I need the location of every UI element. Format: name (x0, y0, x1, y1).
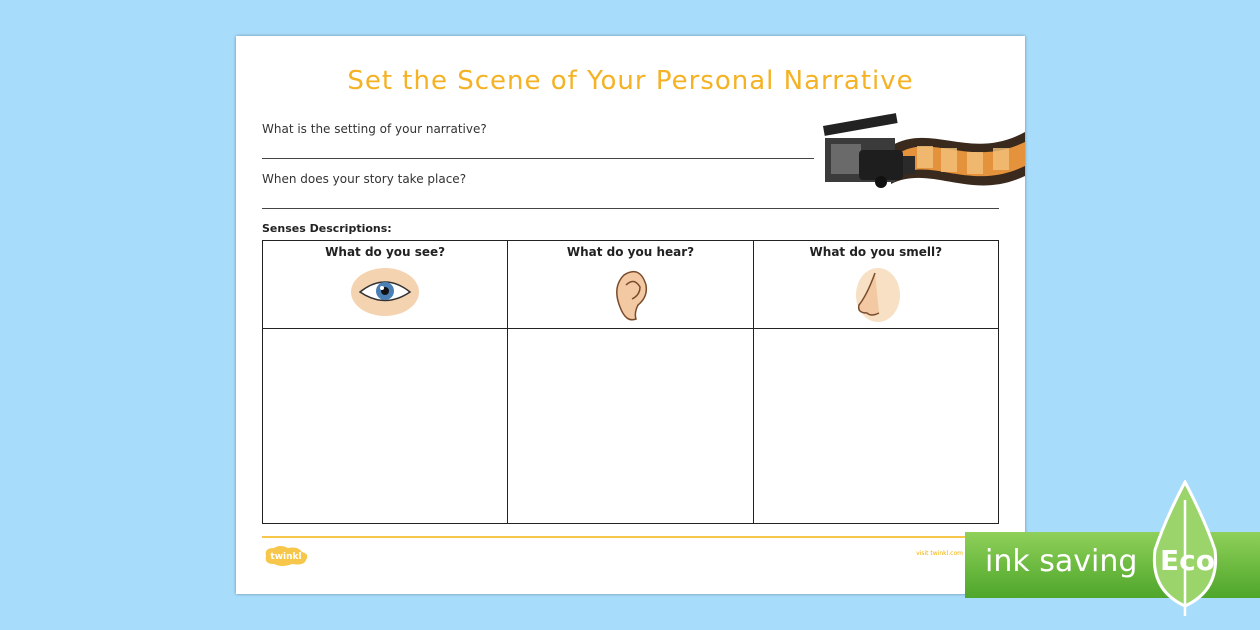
eye-icon (350, 267, 420, 317)
smell-heading: What do you smell? (809, 245, 943, 259)
hear-heading: What do you hear? (566, 245, 695, 259)
ear-icon (610, 267, 650, 323)
senses-label: Senses Descriptions: (262, 222, 392, 235)
eco-text: Eco (1160, 544, 1215, 577)
smell-column-header (753, 241, 998, 329)
senses-table (262, 240, 999, 524)
time-answer-line (262, 208, 999, 209)
setting-question: What is the setting of your narrative? (262, 122, 487, 136)
film-camera-illustration (821, 102, 1025, 192)
nose-icon (851, 267, 901, 323)
smell-answer-cell[interactable] (753, 329, 998, 524)
twinkl-logo-text: twinkl (270, 552, 302, 562)
setting-answer-line (262, 158, 814, 159)
twinkl-logo (262, 544, 310, 566)
see-answer-cell[interactable] (263, 329, 508, 524)
footer-url: visit twinkl.com (916, 550, 963, 557)
footer-divider (262, 536, 999, 538)
hear-answer-cell[interactable] (508, 329, 753, 524)
ink-saving-text: ink saving (985, 544, 1138, 579)
worksheet-title: Set the Scene of Your Personal Narrative (347, 66, 914, 96)
worksheet-page (236, 36, 1025, 594)
hear-column-header (508, 241, 753, 329)
time-question: When does your story take place? (262, 172, 467, 186)
see-heading: What do you see? (325, 245, 446, 259)
see-column-header (263, 241, 508, 329)
